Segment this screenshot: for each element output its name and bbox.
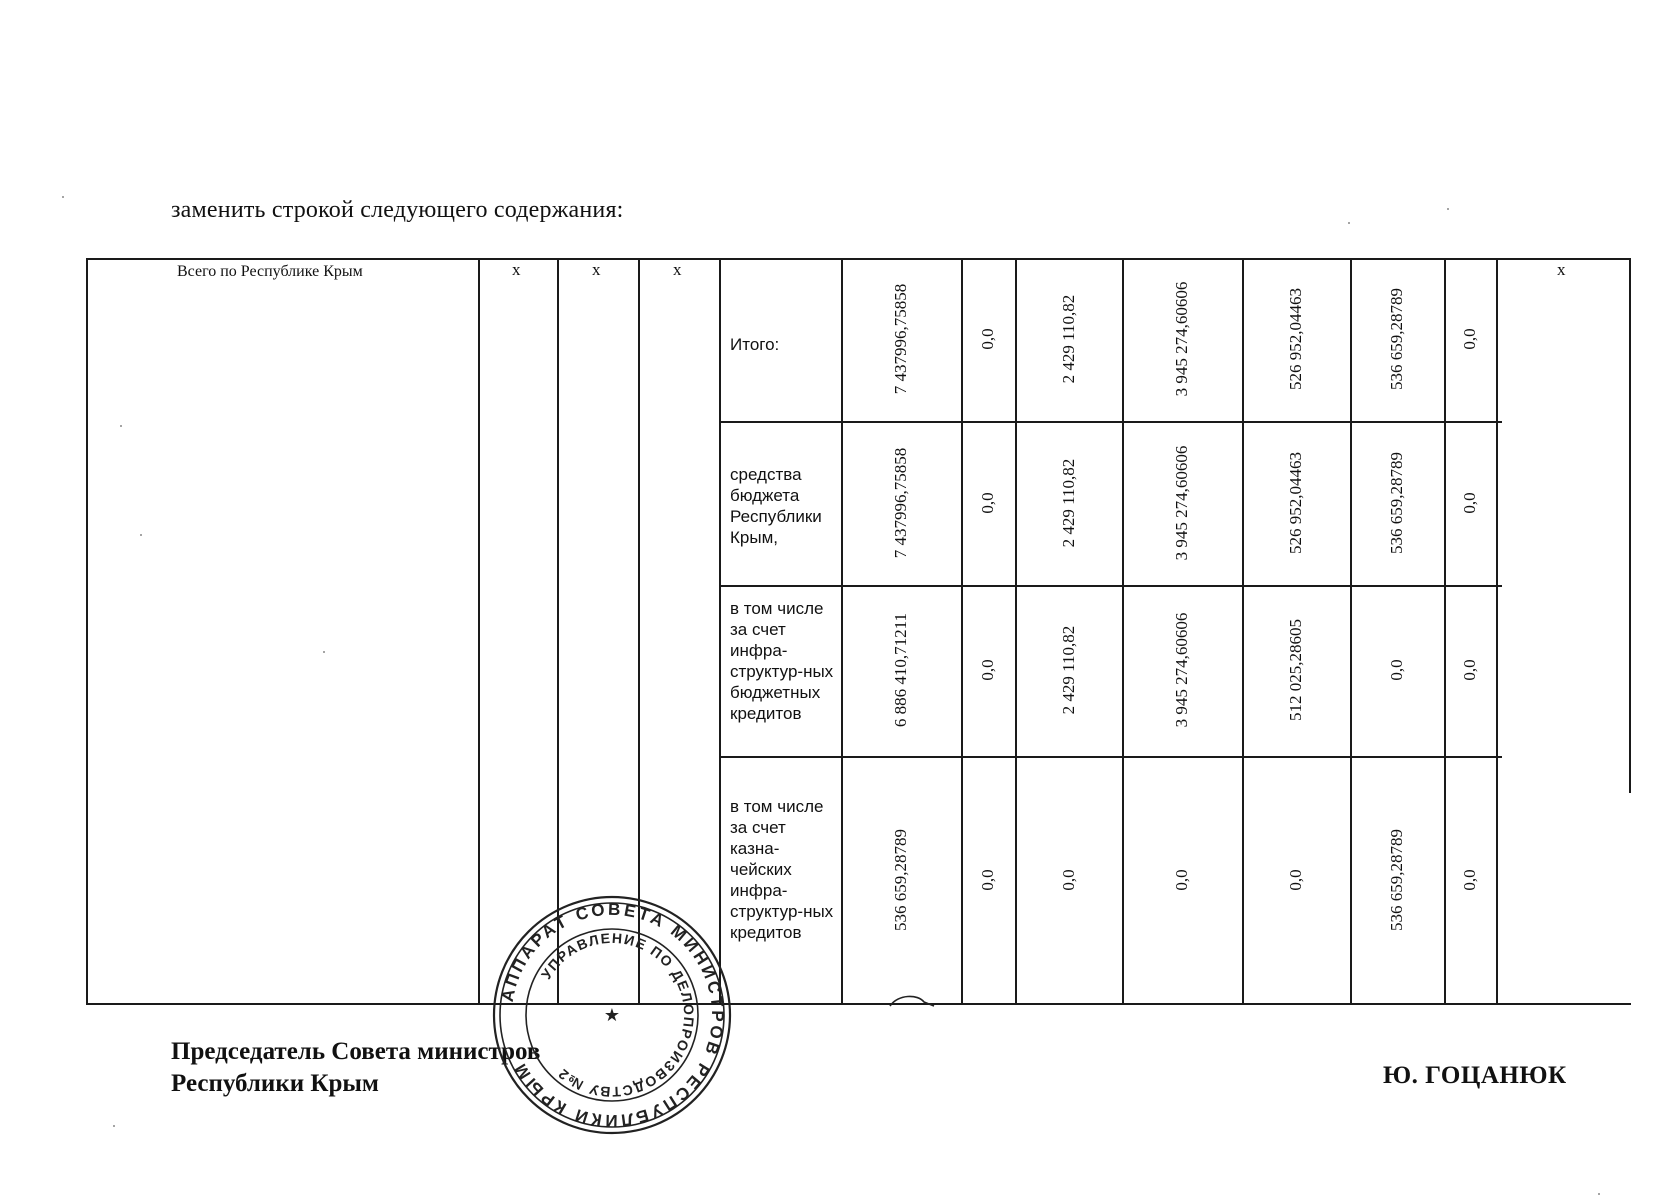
row-label-treasury-credits: в том числе за счет казна-чейских инфра-структур-ных кредитов [730, 797, 834, 942]
col-divider [557, 258, 559, 1005]
signatory-name: Ю. ГОЦАНЮК [1383, 1062, 1567, 1089]
row-divider [719, 585, 1502, 587]
row-divider [719, 756, 1502, 758]
col-divider [1496, 258, 1498, 1005]
cell-value: 3 945 274,60606 [1172, 612, 1191, 728]
cell-value: 3 945 274,60606 [1172, 281, 1191, 397]
official-seal-stamp [492, 895, 732, 1135]
col-divider [1242, 258, 1244, 1005]
table-right-border [1629, 258, 1631, 793]
cell-value: 0,0 [1460, 492, 1479, 514]
stamp-star-icon: ★ [603, 1005, 621, 1025]
scan-speck [140, 534, 142, 536]
stamp-outer-text: АППАРАТ СОВЕТА МИНИСТРОВ РЕСПУБЛИКИ КРЫМ [497, 899, 728, 1131]
scan-speck [1447, 208, 1449, 210]
cell-value: 7 437996,75858 [891, 447, 910, 559]
cell-value: 2 429 110,82 [1059, 625, 1078, 715]
col-divider [1444, 258, 1446, 1005]
budget-table [86, 258, 1631, 1005]
signatory-position-line1: Председатель Совета министров [171, 1038, 541, 1065]
cell-value: 536 659,28789 [891, 829, 910, 931]
row-label-budget: средства бюджета Республики Крым, [730, 465, 822, 547]
scan-speck [62, 196, 64, 198]
row-divider [719, 421, 1502, 423]
cell-value: 0,0 [1286, 869, 1305, 891]
pen-scribble-icon [888, 992, 938, 1012]
cell-value: 536 659,28789 [1387, 288, 1406, 390]
cell-value: 6 886 410,71211 [891, 612, 910, 728]
x-mark: x [592, 260, 601, 279]
cell-value: 0,0 [1460, 328, 1479, 350]
cell-value: 526 952,04463 [1286, 452, 1305, 554]
cell-value: 512 025,28605 [1286, 619, 1305, 721]
cell-value: 0,0 [978, 492, 997, 514]
x-mark: x [1557, 260, 1566, 279]
scan-speck [120, 425, 122, 427]
signatory-position-line2: Республики Крым [171, 1070, 379, 1097]
cell-value: 0,0 [1387, 659, 1406, 681]
col-divider [719, 258, 721, 1005]
stamp-inner-text: УПРАВЛЕНИЕ ПО ДЕЛОПРОИЗВОДСТВУ №2 [537, 929, 698, 1101]
col-divider [1350, 258, 1352, 1005]
region-name: Всего по Республике Крым [177, 263, 363, 280]
col-divider [1015, 258, 1017, 1005]
col-divider [841, 258, 843, 1005]
table-top-border [86, 258, 1631, 260]
cell-value: 0,0 [1460, 659, 1479, 681]
signatory-position [171, 1036, 540, 1100]
scan-speck [1598, 1193, 1600, 1195]
cell-value: 536 659,28789 [1387, 829, 1406, 931]
cell-value: 526 952,04463 [1286, 288, 1305, 390]
row-label-total: Итого: [730, 335, 780, 354]
cell-value: 2 429 110,82 [1059, 458, 1078, 548]
x-mark: x [673, 260, 682, 279]
cell-value: 0,0 [1172, 869, 1191, 891]
col-divider [961, 258, 963, 1005]
cell-value: 0,0 [1059, 869, 1078, 891]
cell-value: 3 945 274,60606 [1172, 445, 1191, 561]
col-divider [638, 258, 640, 1005]
scan-speck [323, 651, 325, 653]
cell-value: 536 659,28789 [1387, 452, 1406, 554]
table-bottom-border [86, 1003, 1631, 1005]
scan-speck [113, 1125, 115, 1127]
table-left-border [86, 258, 88, 1005]
x-mark: x [512, 260, 521, 279]
col-divider [478, 258, 480, 1005]
cell-value: 0,0 [978, 659, 997, 681]
cell-value: 0,0 [978, 869, 997, 891]
cell-value: 0,0 [978, 328, 997, 350]
col-divider [1122, 258, 1124, 1005]
intro-text: заменить строкой следующего содержания: [171, 197, 624, 223]
cell-value: 0,0 [1460, 869, 1479, 891]
cell-value: 7 437996,75858 [891, 283, 910, 395]
scan-speck [1348, 222, 1350, 224]
cell-value: 2 429 110,82 [1059, 294, 1078, 384]
row-label-infra-credits: в том числе за счет инфра-структур-ных бюджетных кредитов [730, 599, 834, 723]
